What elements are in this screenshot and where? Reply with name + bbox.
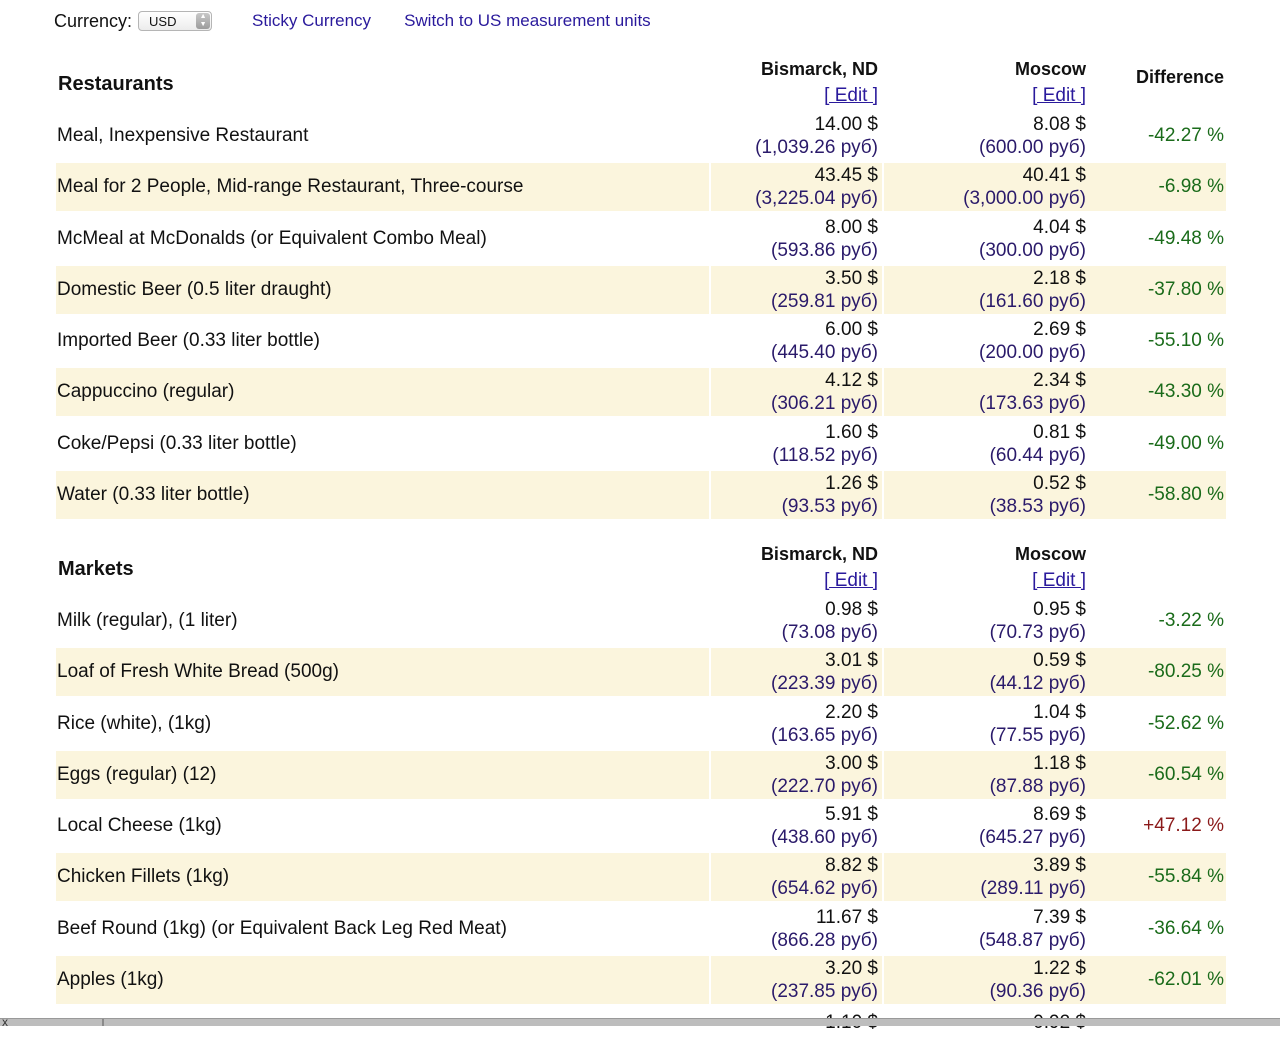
table-row bbox=[56, 471, 1226, 519]
item-name: Loaf of Fresh White Bread (500g) bbox=[57, 661, 339, 683]
currency-bar bbox=[54, 8, 651, 34]
price-usd: 5.91 $ bbox=[825, 804, 878, 826]
price-rub: (548.87 руб) bbox=[979, 929, 1086, 951]
price-city-b bbox=[990, 598, 1086, 644]
price-rub: (300.00 руб) bbox=[979, 239, 1086, 261]
table-row bbox=[56, 163, 1226, 211]
price-rub: (259.81 руб) bbox=[771, 290, 878, 312]
difference-value: -43.30 % bbox=[1147, 381, 1224, 403]
table-row bbox=[56, 956, 1226, 1004]
price-city-a bbox=[782, 598, 878, 644]
table-row bbox=[56, 905, 1226, 953]
price-usd: 4.12 $ bbox=[825, 370, 878, 392]
difference-value: -49.00 % bbox=[1147, 432, 1224, 454]
price-city-b bbox=[979, 318, 1086, 364]
item-name: Water (0.33 liter bottle) bbox=[57, 484, 250, 506]
price-rub: (87.88 руб) bbox=[989, 775, 1086, 797]
item-name: Domestic Beer (0.5 liter draught) bbox=[57, 278, 332, 300]
price-rub: (222.70 руб) bbox=[771, 775, 878, 797]
price-rub: (445.40 руб) bbox=[771, 342, 878, 364]
partial-row-container bbox=[56, 1010, 1226, 1018]
difference-value: -3.22 % bbox=[1158, 610, 1224, 631]
price-rub: (866.28 руб) bbox=[771, 929, 878, 951]
difference-value: -55.10 % bbox=[1147, 330, 1224, 352]
price-usd: 1.04 $ bbox=[1033, 701, 1086, 723]
price-usd: 14.00 $ bbox=[814, 114, 878, 135]
city-b-name: Moscow bbox=[1014, 544, 1086, 564]
section-title: Restaurants bbox=[58, 73, 174, 95]
price-usd: 3.50 $ bbox=[825, 267, 878, 289]
price-city-a bbox=[771, 752, 878, 798]
difference-value: -6.98 % bbox=[1158, 176, 1224, 198]
item-name: Eggs (regular) (12) bbox=[57, 763, 217, 785]
price-city-a bbox=[755, 164, 878, 210]
price-usd: 3.01 $ bbox=[825, 650, 878, 672]
currency-select[interactable] bbox=[138, 11, 212, 31]
price-rub: (77.55 руб) bbox=[989, 724, 1086, 746]
price-usd: 7.39 $ bbox=[1033, 906, 1086, 928]
price-city-b bbox=[990, 957, 1086, 1003]
price-rub: (593.86 руб) bbox=[771, 239, 878, 261]
price-city-b bbox=[979, 113, 1086, 159]
edit-city-b-link[interactable]: [ Edit ] bbox=[1032, 570, 1086, 591]
price-rub: (93.53 руб) bbox=[781, 496, 878, 518]
price-rub: (3,225.04 руб) bbox=[755, 188, 878, 210]
difference-value: -36.64 % bbox=[1147, 917, 1224, 939]
price-city-b bbox=[990, 752, 1086, 798]
price-usd: 0.81 $ bbox=[1033, 421, 1086, 443]
price-city-b bbox=[990, 701, 1086, 747]
price-rub: (44.12 руб) bbox=[989, 673, 1086, 695]
price-city-b bbox=[979, 216, 1086, 262]
price-usd: 43.45 $ bbox=[814, 165, 878, 187]
difference-value: -49.48 % bbox=[1147, 227, 1224, 249]
price-city-a bbox=[771, 318, 878, 364]
section-title: Markets bbox=[58, 558, 134, 580]
scrollbar-thumb[interactable] bbox=[102, 1019, 104, 1026]
city-b-header bbox=[1015, 56, 1086, 108]
price-rub: (654.62 руб) bbox=[771, 878, 878, 900]
restaurants-rows bbox=[56, 112, 1226, 519]
price-usd: 0.95 $ bbox=[1033, 599, 1086, 620]
markets-rows bbox=[56, 597, 1226, 1004]
price-city-b bbox=[990, 421, 1086, 467]
price-city-a bbox=[771, 267, 878, 313]
item-name: Meal, Inexpensive Restaurant bbox=[57, 125, 309, 146]
price-city-a bbox=[771, 854, 878, 900]
price-rub: (163.65 руб) bbox=[771, 724, 878, 746]
price-city-b bbox=[990, 472, 1086, 518]
price-rub: (237.85 руб) bbox=[771, 981, 878, 1003]
price-rub: (161.60 руб) bbox=[979, 290, 1086, 312]
price-usd: 8.08 $ bbox=[1033, 114, 1086, 135]
edit-city-b-link[interactable]: [ Edit ] bbox=[1032, 85, 1086, 106]
difference-value: -58.80 % bbox=[1147, 484, 1224, 506]
table-row bbox=[56, 802, 1226, 850]
horizontal-scrollbar[interactable] bbox=[0, 1018, 1280, 1026]
city-b-name: Moscow bbox=[1014, 59, 1086, 79]
price-rub: (73.08 руб) bbox=[781, 622, 878, 643]
difference-value: +47.12 % bbox=[1143, 815, 1224, 837]
difference-value: -60.54 % bbox=[1147, 763, 1224, 785]
price-city-b bbox=[979, 906, 1086, 952]
price-rub: (600.00 руб) bbox=[979, 137, 1086, 158]
price-rub: (645.27 руб) bbox=[979, 827, 1086, 849]
item-name: McMeal at McDonalds (or Equivalent Combo Meal) bbox=[57, 227, 487, 249]
item-name: Milk (regular), (1 liter) bbox=[57, 610, 238, 631]
item-name: Imported Beer (0.33 liter bottle) bbox=[57, 330, 320, 352]
price-rub: (60.44 руб) bbox=[989, 444, 1086, 466]
price-usd: 1.60 $ bbox=[825, 421, 878, 443]
price-rub: (3,000.00 руб) bbox=[963, 188, 1086, 210]
item-name: Coke/Pepsi (0.33 liter bottle) bbox=[57, 432, 297, 454]
difference-value: -55.84 % bbox=[1147, 866, 1224, 888]
price-city-a bbox=[772, 421, 878, 467]
price-usd: 3.20 $ bbox=[825, 958, 878, 980]
price-city-a bbox=[771, 803, 878, 849]
price-rub: (438.60 руб) bbox=[771, 827, 878, 849]
price-usd: 4.04 $ bbox=[1033, 216, 1086, 238]
section-header bbox=[56, 541, 1226, 597]
price-rub: (306.21 руб) bbox=[771, 393, 878, 415]
difference-value: -52.62 % bbox=[1147, 712, 1224, 734]
price-rub: (70.73 руб) bbox=[989, 622, 1086, 643]
price-rub: (38.53 руб) bbox=[989, 496, 1086, 518]
price-usd: 11.67 $ bbox=[816, 906, 878, 928]
item-name: Rice (white), (1kg) bbox=[57, 712, 212, 734]
price-usd: 0.52 $ bbox=[1033, 473, 1086, 495]
price-rub: (1,039.26 руб) bbox=[755, 137, 878, 158]
price-rub: (289.11 руб) bbox=[980, 878, 1086, 900]
switch-units-link[interactable]: Switch to US measurement units bbox=[404, 11, 651, 30]
difference-value: -62.01 % bbox=[1147, 969, 1224, 991]
difference-value: -42.27 % bbox=[1147, 125, 1224, 146]
item-name: Local Cheese (1kg) bbox=[57, 815, 222, 837]
table-row bbox=[56, 597, 1226, 645]
item-name: Apples (1kg) bbox=[57, 969, 164, 991]
price-usd: 2.18 $ bbox=[1033, 267, 1086, 289]
price-rub: (200.00 руб) bbox=[979, 342, 1086, 364]
price-city-a bbox=[782, 472, 878, 518]
price-city-b bbox=[980, 854, 1086, 900]
price-city-a bbox=[771, 216, 878, 262]
price-rub: (118.52 руб) bbox=[772, 444, 878, 466]
table-row bbox=[56, 853, 1226, 901]
price-usd: 6.00 $ bbox=[825, 319, 878, 341]
price-rub: (173.63 руб) bbox=[979, 393, 1086, 415]
difference-header: Difference bbox=[1135, 67, 1224, 87]
table-row bbox=[56, 368, 1226, 416]
price-usd: 3.89 $ bbox=[1033, 855, 1086, 877]
price-usd: 1.22 $ bbox=[1033, 958, 1086, 980]
city-a-header bbox=[761, 56, 878, 108]
price-usd: 2.69 $ bbox=[1033, 319, 1086, 341]
price-usd: 0.59 $ bbox=[1033, 650, 1086, 672]
item-name: Cappuccino (regular) bbox=[57, 381, 235, 403]
table-row bbox=[56, 700, 1226, 748]
close-icon[interactable]: x bbox=[2, 1015, 8, 1029]
price-usd: 0.98 $ bbox=[825, 599, 878, 620]
table-row bbox=[56, 648, 1226, 696]
price-city-a bbox=[771, 701, 878, 747]
price-city-b bbox=[963, 164, 1086, 210]
item-name: Chicken Fillets (1kg) bbox=[57, 866, 230, 888]
city-a-name: Bismarck, ND bbox=[760, 544, 878, 564]
edit-city-a-link[interactable]: [ Edit ] bbox=[824, 570, 878, 591]
chevron-updown-icon: ▲ ▼ bbox=[196, 13, 210, 29]
price-city-a bbox=[771, 649, 878, 695]
table-row bbox=[56, 266, 1226, 314]
table-row bbox=[56, 317, 1226, 365]
price-usd: 1.18 $ bbox=[1033, 752, 1086, 774]
table-row bbox=[56, 112, 1226, 160]
price-city-a bbox=[771, 369, 878, 415]
difference-value: -80.25 % bbox=[1147, 661, 1224, 683]
edit-city-a-link[interactable]: [ Edit ] bbox=[824, 85, 878, 106]
price-usd: 8.00 $ bbox=[825, 216, 878, 238]
table-row bbox=[56, 420, 1226, 468]
price-usd: 2.20 $ bbox=[825, 701, 878, 723]
price-rub: (90.36 руб) bbox=[989, 981, 1086, 1003]
price-usd: 2.34 $ bbox=[1033, 370, 1086, 392]
item-name: Beef Round (1kg) (or Equivalent Back Leg Red Meat) bbox=[57, 917, 507, 939]
price-city-a bbox=[755, 113, 878, 159]
sticky-currency-link[interactable]: Sticky Currency bbox=[252, 11, 372, 30]
price-city-b bbox=[979, 369, 1086, 415]
table-row bbox=[56, 215, 1226, 263]
price-city-a bbox=[771, 957, 878, 1003]
price-city-b bbox=[990, 649, 1086, 695]
price-usd: 40.41 $ bbox=[1022, 165, 1086, 187]
price-usd: 8.69 $ bbox=[1033, 804, 1086, 826]
price-usd: 1.26 $ bbox=[825, 473, 878, 495]
currency-label: Currency: bbox=[54, 10, 133, 31]
price-city-b bbox=[979, 267, 1086, 313]
restaurants-section bbox=[56, 56, 1226, 522]
price-city-b bbox=[979, 803, 1086, 849]
markets-section bbox=[56, 541, 1226, 1007]
currency-select-value: USD bbox=[149, 13, 177, 29]
difference-value: -37.80 % bbox=[1147, 278, 1224, 300]
city-a-name: Bismarck, ND bbox=[760, 59, 878, 79]
price-city-a bbox=[771, 906, 878, 952]
price-usd: 8.82 $ bbox=[825, 855, 878, 877]
item-name: Meal for 2 People, Mid-range Restaurant, Three-course bbox=[57, 176, 524, 198]
city-b-header bbox=[1015, 541, 1086, 593]
price-rub: (223.39 руб) bbox=[771, 673, 878, 695]
price-usd: 3.00 $ bbox=[825, 752, 878, 774]
table-row bbox=[56, 751, 1226, 799]
city-a-header bbox=[761, 541, 878, 593]
section-header bbox=[56, 56, 1226, 112]
